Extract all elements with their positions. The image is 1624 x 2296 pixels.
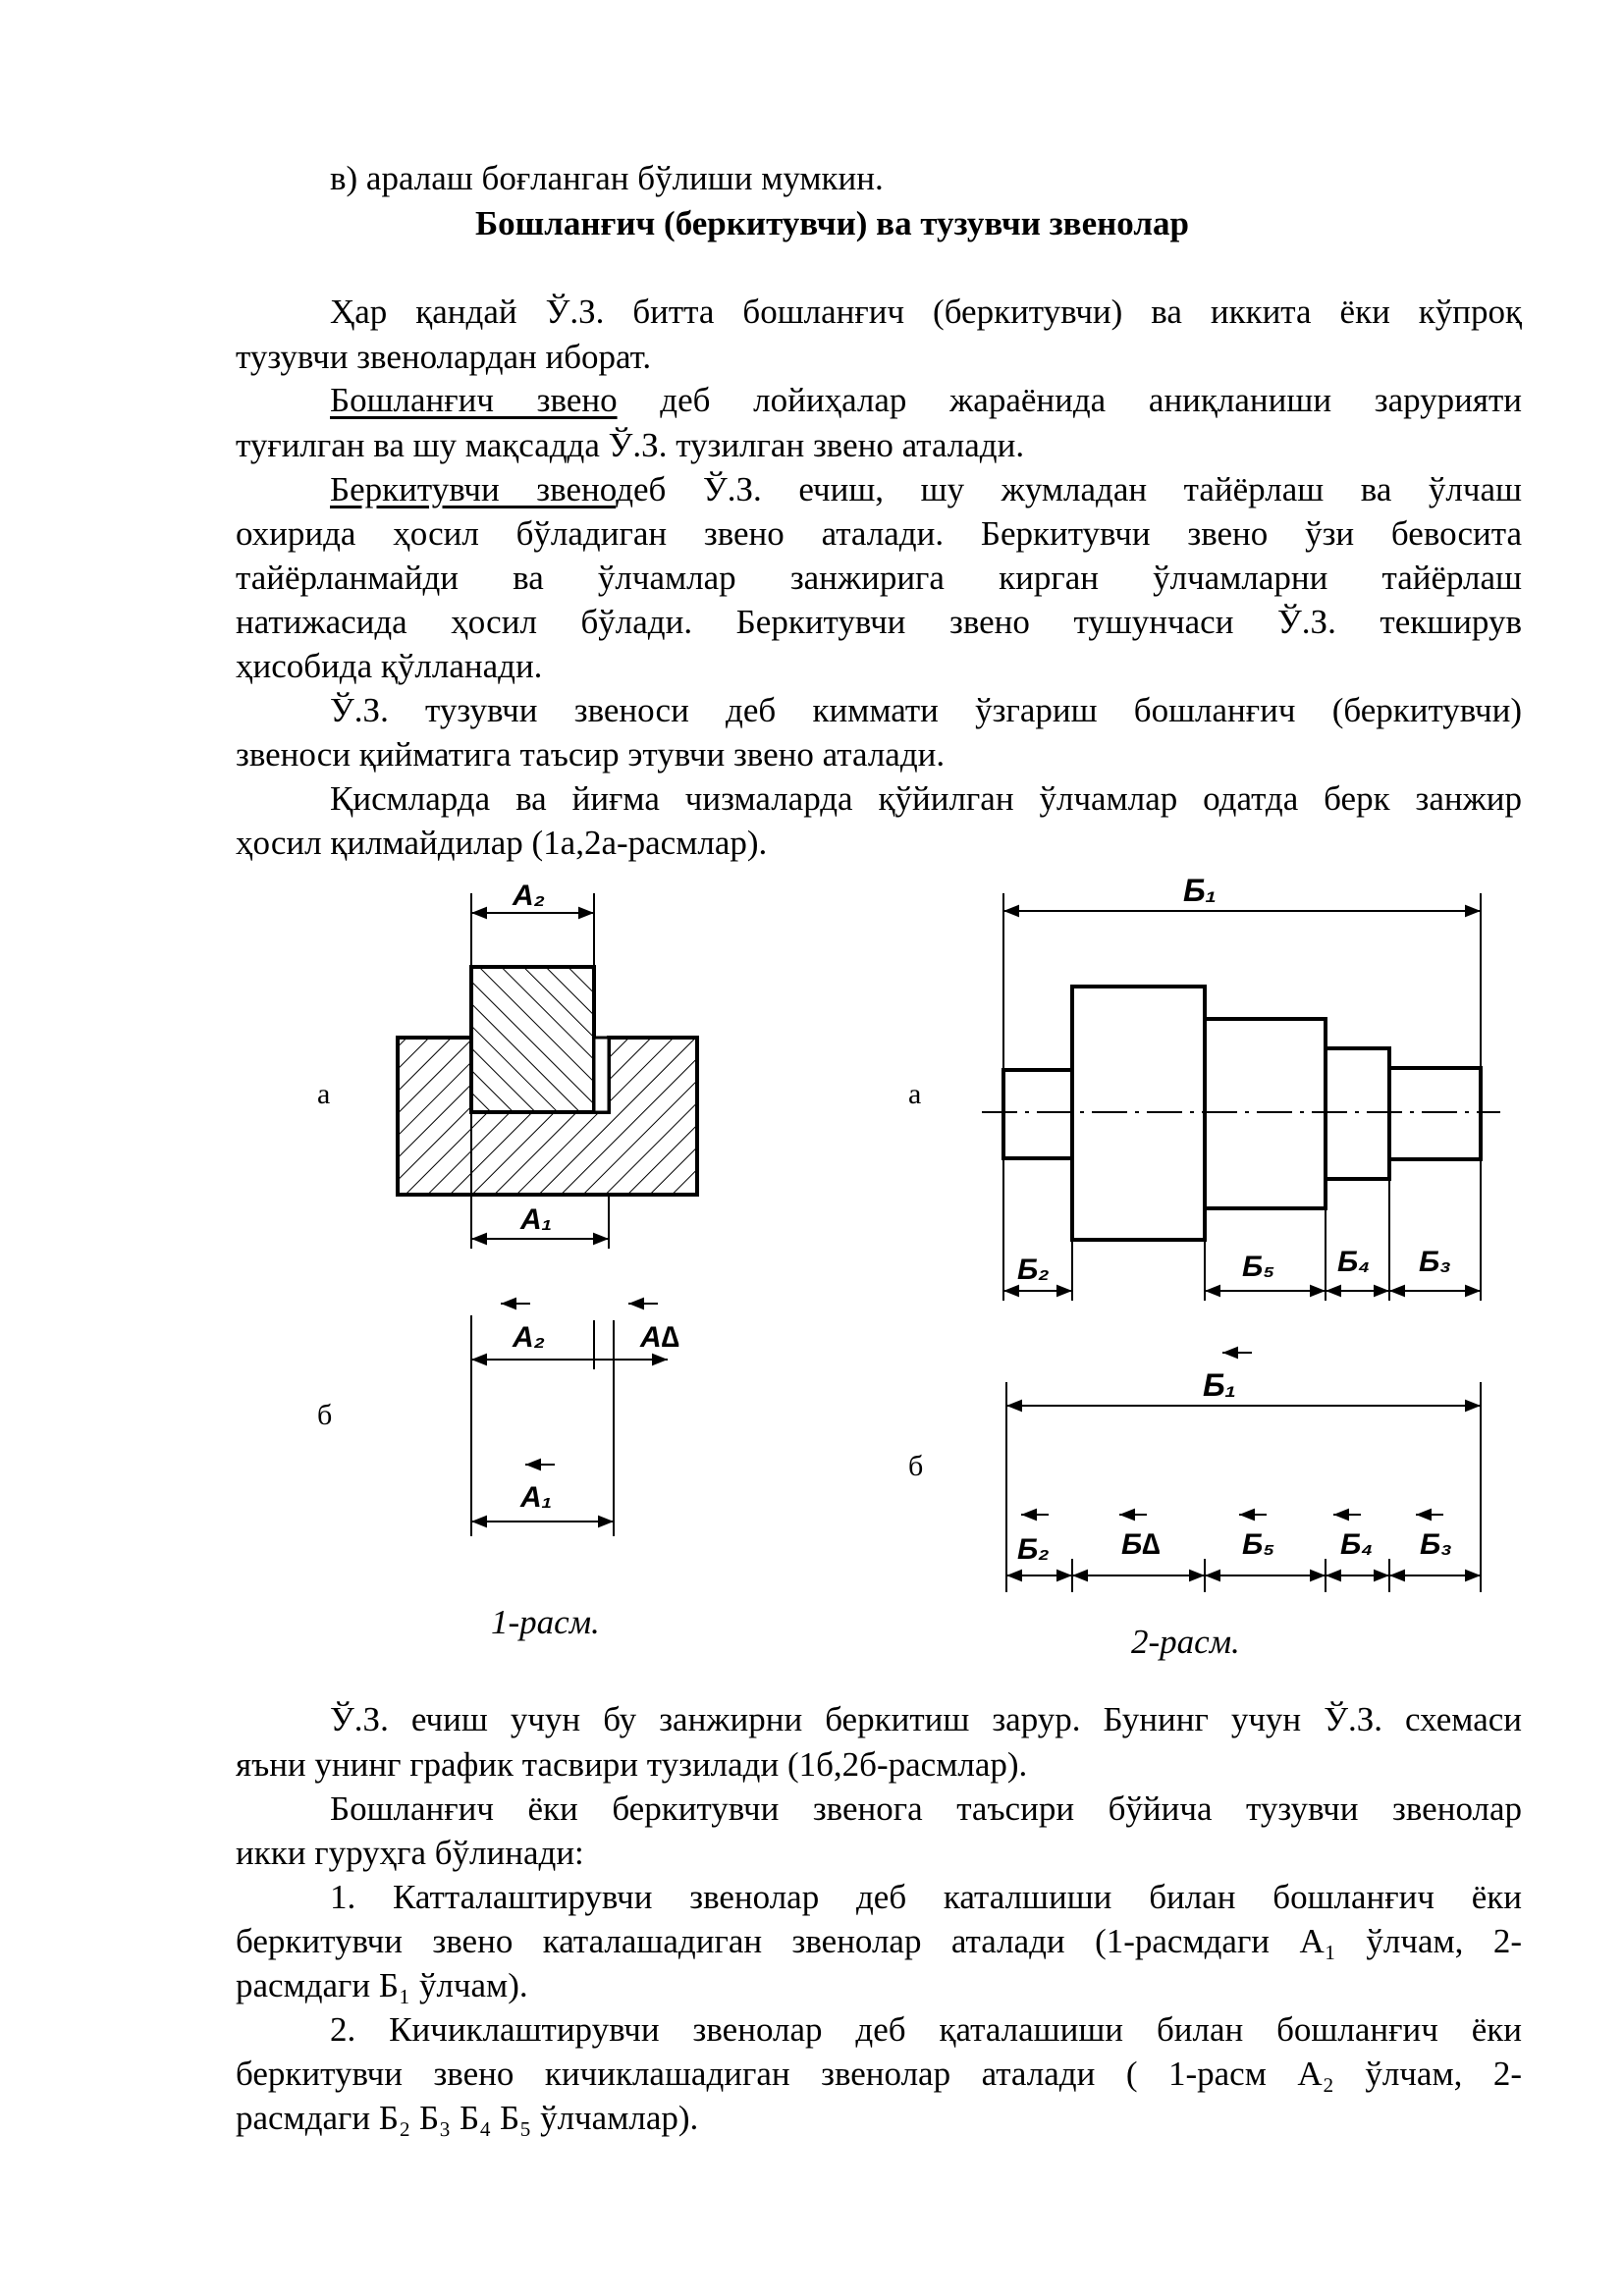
paragraph-line: Ў.З. ечиш учун бу занжирни беркитиш зарур. Бунинг учун Ў.З. схемаси (330, 1700, 1522, 1738)
vec-A1: А₁ (520, 1481, 553, 1514)
paragraph-line: звеноси қийматига таъсир этувчи звено аталади. (236, 735, 946, 774)
paragraph-line: ҳосил қилмайдилар (1а,2а-расмлар). (236, 824, 768, 862)
paragraph-line: туғилган ва шу мақсадда Ў.З. тузилган звено аталади. (236, 426, 1025, 464)
paragraph-line: тузувчи звенолардан иборат. (236, 338, 652, 376)
fig1b-chain-scheme (471, 1304, 679, 1536)
paragraph-line: Қисмларда ва йиғма чизмаларда қўйилган ўлчамлар одатда берк занжир (330, 779, 1522, 818)
paragraph-text: деб Ў.З. ечиш, шу жумладан тайёрлаш ва ўлчаш (616, 470, 1522, 508)
vec-B4: Б₄ (1340, 1528, 1374, 1561)
dim-A1: А₁ (520, 1203, 553, 1236)
section-heading: Бошланғич (беркитувчи) ва тузувчи звенолар (475, 204, 1189, 242)
dim-B1: Б₁ (1183, 873, 1217, 908)
vec-B-delta: Б∆ (1121, 1528, 1161, 1561)
paragraph-line: 1. Катталаштирувчи звенолар деб каталшиши билан бошланғич ёки (330, 1878, 1522, 1916)
text-line: в) аралаш боғланган бўлиши мумкин. (330, 159, 884, 197)
dim-B4: Б₄ (1337, 1246, 1371, 1278)
vec-A2: А₂ (513, 1321, 546, 1354)
fig2-caption: 2-расм. (1131, 1623, 1240, 1661)
fig1-label-a: а (317, 1078, 331, 1110)
dim-A2: А₂ (513, 880, 546, 912)
vec-B5: Б₅ (1242, 1528, 1275, 1561)
fig2-label-b: б (908, 1450, 924, 1482)
fig1-caption: 1-расм. (491, 1603, 600, 1641)
fig2a-shaft (982, 873, 1500, 1301)
paragraph-line: Бошланғич ёки беркитувчи звенога таъсири бўйича тузувчи звенолар (330, 1789, 1522, 1828)
paragraph-line: Ў.З. тузувчи звеноси деб киммати ўзгариш бошланғич (беркитувчи) (330, 691, 1522, 729)
dim-B2: Б₂ (1017, 1254, 1050, 1286)
paragraph-line: икки гуруҳга бўлинади: (236, 1834, 584, 1872)
paragraph-line: яъни унинг график тасвири тузилади (1б,2б-расмлар). (236, 1745, 1028, 1784)
paragraph-line: охирида ҳосил бўладиган звено аталади. Беркитувчи звено ўзи бевосита (236, 514, 1522, 553)
paragraph-line: беркитувчи звено кичиклашадиган звенолар аталади ( 1-расм А₂ ўлчам, 2- (236, 2055, 1522, 2093)
vec-B1: Б₁ (1203, 1367, 1236, 1403)
paragraph-line: расмдаги Б₁ ўлчам). (236, 1966, 528, 2004)
vec-A-delta: А∆ (640, 1321, 680, 1354)
paragraph-line: беркитувчи звено каталашадиган звенолар аталади (1-расмдаги А₁ ўлчам, 2- (236, 1922, 1522, 1960)
vec-B2: Б₂ (1017, 1533, 1050, 1566)
vec-B3: Б₃ (1420, 1528, 1452, 1561)
dim-B3: Б₃ (1419, 1246, 1451, 1278)
paragraph-line: расмдаги Б₂ Б₃ Б₄ Б₅ ўлчамлар). (236, 2099, 699, 2137)
paragraph-line: 2. Кичиклаштирувчи звенолар деб қаталашиши билан бошланғич ёки (330, 2010, 1522, 2049)
paragraph-text: деб лойиҳалар жараёнида аниқланиши зарурияти (660, 381, 1523, 419)
term-initial-link: Бошланғич звено (330, 381, 618, 419)
fig1-label-b: б (317, 1399, 333, 1431)
fig1a-assembly (398, 880, 697, 1249)
paragraph-line: Ҳар қандай Ў.З. битта бошланғич (беркитувчи) ва иккита ёки кўпроқ (330, 293, 1522, 331)
paragraph-line: ҳисобида қўлланади. (236, 647, 543, 685)
paragraph-line: натижасида ҳосил бўлади. Беркитувчи звено тушунчаси Ў.З. текширув (236, 603, 1522, 641)
inserted-part (471, 967, 594, 1112)
paragraph-line: тайёрланмайди ва ўлчамлар занжирига кирган ўлчамларни тайёрлаш (236, 559, 1522, 597)
fig2b-chain-scheme (1006, 1353, 1481, 1592)
dim-B5: Б₅ (1242, 1251, 1275, 1283)
fig2-label-a: а (908, 1078, 922, 1110)
term-closing-link: Беркитувчи звено (330, 470, 617, 508)
